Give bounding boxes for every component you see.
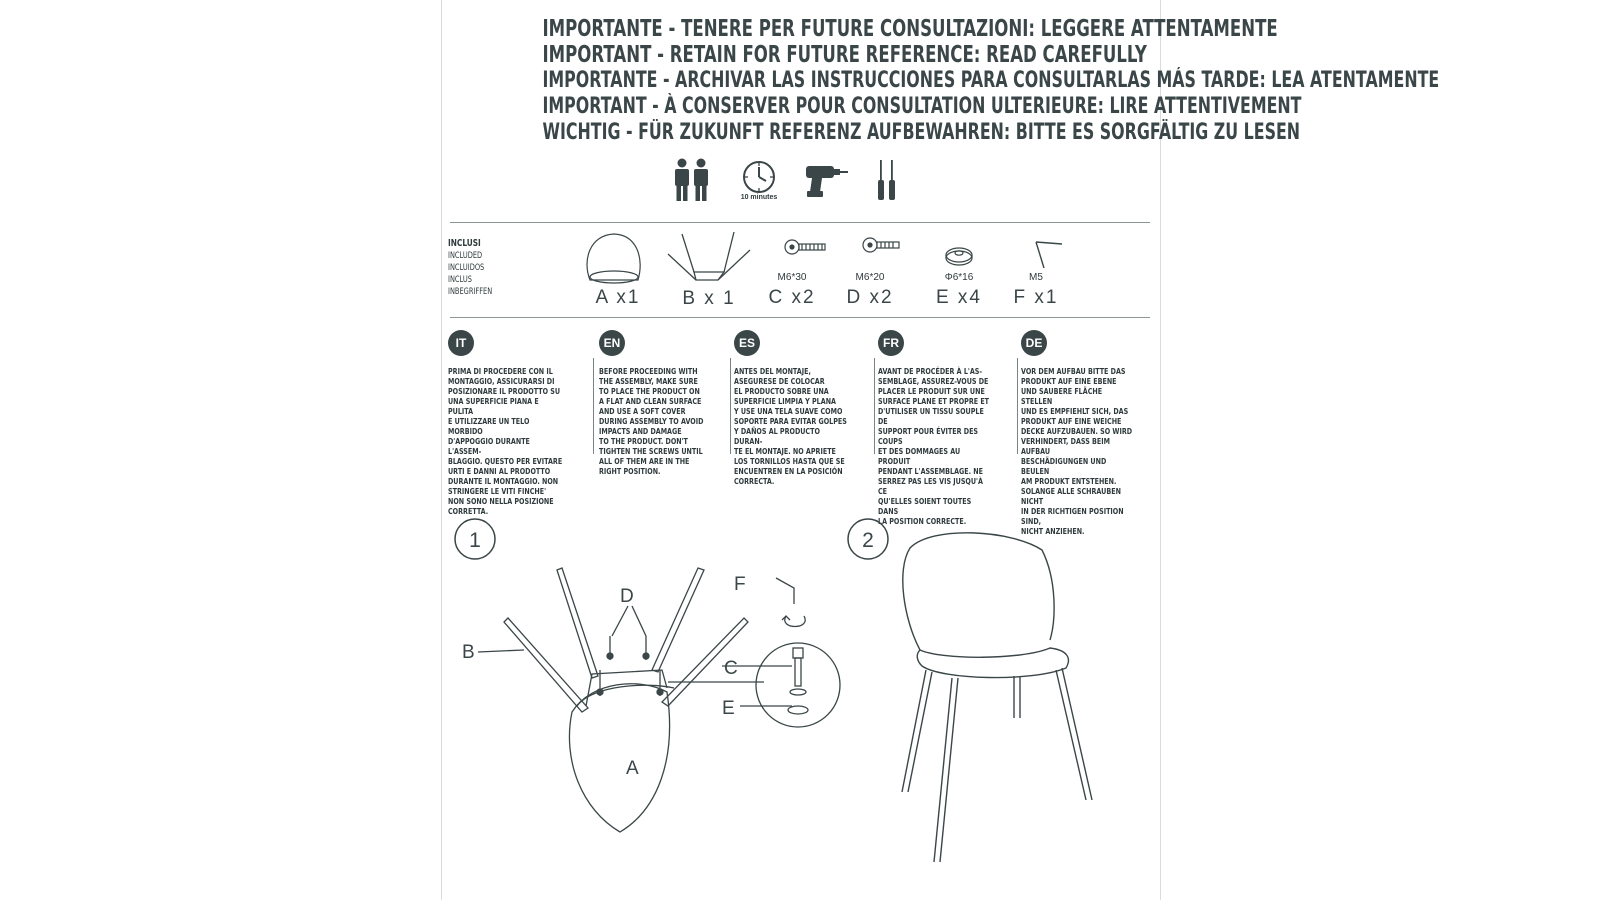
separator-1 [593,358,594,454]
warning-headings [442,16,1440,146]
step-1-diagram [442,510,862,850]
assembled-chair [902,533,1092,862]
step-1-number [455,519,495,559]
time-caption: 10 minutes [740,194,778,201]
included-label-es: INCLUIDOS [448,263,485,273]
lang-badge-de: DE [1021,330,1047,356]
part-e-spec: Φ6*16 [944,272,974,283]
leg-frame-icon [668,232,750,280]
label-d: D [620,586,634,607]
separator-4 [1017,358,1018,454]
allen-key-icon [1036,242,1062,268]
part-f-qty: F x1 [1013,287,1059,308]
part-a-qty: A x1 [595,287,641,308]
part-e-qty: E x4 [935,287,983,308]
included-label-it: INCLUSI [448,238,481,249]
leg-back-left [557,568,598,678]
tools-row [442,158,1160,214]
part-c-spec: M6*30 [777,272,807,283]
step-2-diagram [842,510,1152,890]
instructions-it: PRIMA DI PROCEDERE CON IL MONTAGGIO, ASSICURARSI DI POSIZIONARE IL PRODOTTO SU UNA SUPERFICIE PIANA E PULITA E UTILIZZARE UN TELO MORBIDO D'APPOGGIO DURANTE L'ASSEM- BLAGGIO. QUESTO PER EVITARE URTI E DANNI AL PRODOTTO DURANTE IL MONTAGGIO. NON STRINGERE LE VITI FINCHE' NON SONO NELLA POSIZIONE CORRETTA. [448,366,563,516]
lang-badge-it: IT [448,330,474,356]
part-d-spec: M6*20 [855,272,885,283]
heading-es: IMPORTANTE - ARCHIVAR LAS INSTRUCCIONES PARA CONSULTARLAS MÁS TARDE: LEA ATENTAMENTE [542,68,1440,93]
instructions-fr: AVANT DE PROCÉDER À L'AS- SEMBLAGE, ASSUREZ-VOUS DE PLACER LE PRODUIT SUR UNE SURFACE PLANE ET PROPRE ET D'UTILISER UN TISSU SOUPLE DE SUPPORT POUR ÉVITER DES COUPS ET DES DOMMAGES AU PRODUIT PENDANT L'ASSEMBLAGE. NE SERREZ PAS LES VIS JUSQU'À CE QU'ELLES SOIENT TOUTES DANS LA POSITION CORRECTE. [878,366,990,526]
washer-icon [946,248,972,265]
label-f: F [734,574,746,595]
included-label-en: INCLUDED [448,251,483,261]
leg-left [504,618,588,712]
bolt-short-icon [863,238,899,252]
part-c-qty: C x2 [768,287,816,308]
svg-text:1: 1 [469,529,481,552]
two-people-icon [672,158,712,204]
screwdrivers-icon [875,160,899,202]
heading-fr: IMPORTANT - À CONSERVER POUR CONSULTATION ULTERIEURE: LIRE ATTENTIVEMENT [542,94,1302,119]
lang-badge-en: EN [599,330,625,356]
instructions-de: VOR DEM AUFBAU BITTE DAS PRODUKT AUF EINE EBENE UND SAUBERE FLÄCHE STELLEN UND ES EMPFIEHLT SICH, DAS PRODUKT AUF EINE WEICHE DECKE AUFZUBAUEN. SO WIRD VERHINDERT, DASS BEIM AUFBAU BESCHÄDIGUNGEN UND BEULEN AM PRODUKT ENTSTEHEN. SOLANGE ALLE SCHRAUBEN NICHT IN DER RICHTIGEN POSITION SIND, NICHT ANZIEHEN. [1021,366,1133,536]
drill-icon [804,162,850,198]
part-f-spec: M5 [1029,272,1043,283]
seat-shell-icon [587,234,640,283]
included-labels [448,238,502,298]
part-d-qty: D x2 [846,287,894,308]
instruction-sheet [441,0,1440,900]
heading-en: IMPORTANT - RETAIN FOR FUTURE REFERENCE: READ CAREFULLY [542,42,1147,68]
step-2-number [848,519,888,559]
lang-badge-es: ES [734,330,760,356]
bolt-long-icon [785,240,825,254]
included-label-fr: INCLUS [448,275,472,285]
divider-middle [450,317,1150,318]
part-b-qty: B x 1 [682,288,736,309]
label-c: C [724,658,738,679]
label-e: E [722,698,735,719]
lang-badge-fr: FR [878,330,904,356]
label-b: B [462,642,475,663]
seat-shell [569,684,669,832]
included-label-de: INBEGRIFFEN [448,287,493,297]
label-a: A [626,758,639,779]
heading-it: IMPORTANTE - TENERE PER FUTURE CONSULTAZIONI: LEGGERE ATTENTAMENTE [542,16,1278,42]
leg-back-right [652,568,704,672]
separator-2 [730,358,731,454]
heading-de: WICHTIG - FÜR ZUKUNFT REFERENZ AUFBEWAHREN: BITTE ES SORGFÄLTIG ZU LESEN [542,120,1301,145]
instructions-en: BEFORE PROCEEDING WITH THE ASSEMBLY, MAKE SURE TO PLACE THE PRODUCT ON A FLAT AND CLEAN SURFACE AND USE A SOFT COVER DURING ASSEMBLY TO AVOID IMPACTS AND DAMAGE TO THE PRODUCT. DON'T TIGHTEN THE SCREWS UNTIL ALL OF THEM ARE IN THE RIGHT POSITION. [599,366,704,476]
svg-text:2: 2 [862,529,874,552]
divider-top [450,222,1150,223]
instructions-es: ANTES DEL MONTAJE, ASEGURESE DE COLOCAR EL PRODUCTO SOBRE UNA SUPERFICIE LIMPIA Y PLANA Y USE UNA TELA SUAVE COMO SOPORTE PARA EVITAR GOLPES Y DAÑOS AL PRODUCTO DURAN- TE EL MONTAJE. NO APRIETE LOS TORNILLOS HASTA QUE SE ENCUENTREN EN LA POSICIÓN CORRECTA. [734,366,847,486]
clock-icon [739,160,779,196]
separator-3 [874,358,875,454]
